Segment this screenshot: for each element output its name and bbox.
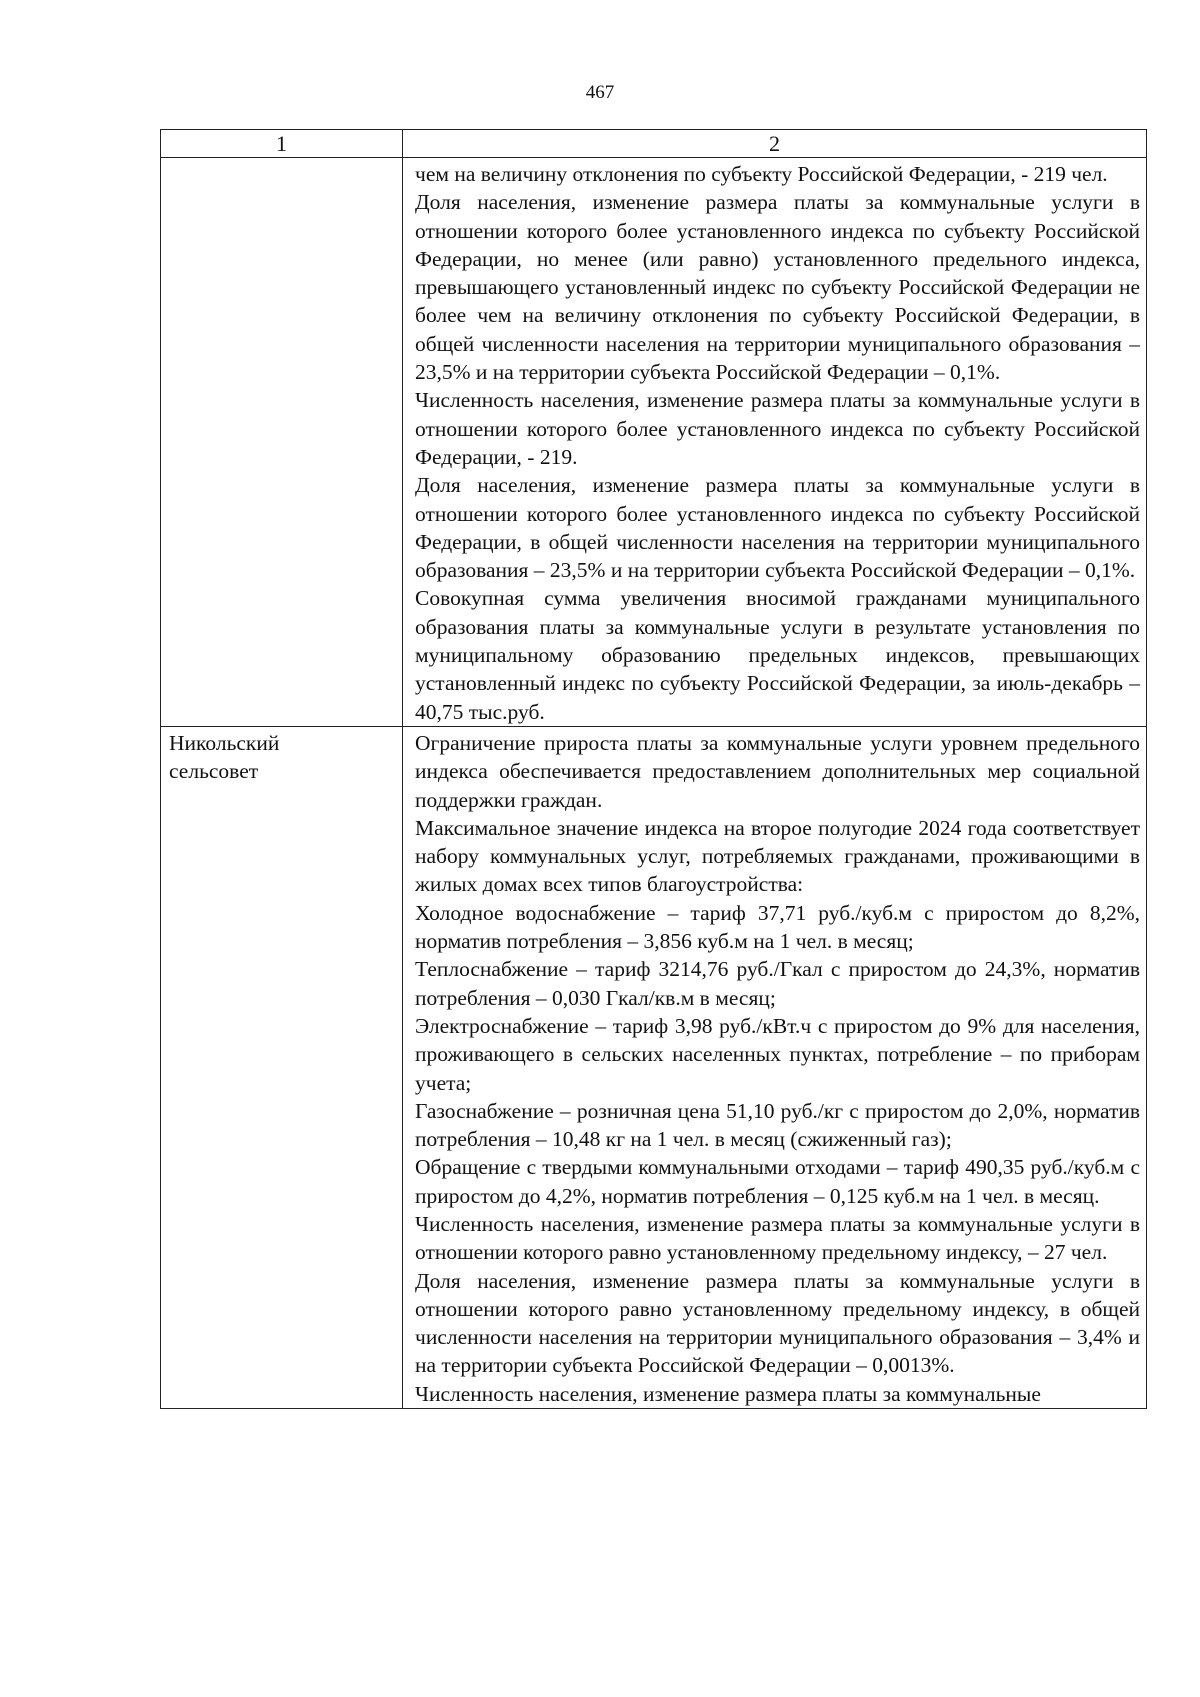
page-number: 467 xyxy=(585,82,615,103)
paragraph: Численность населения, изменение размера платы за коммунальные услуги в отношении которого равно установленному предельному индексу, – 27 чел. xyxy=(415,1211,1140,1265)
table-header-row xyxy=(161,130,1147,158)
table-row xyxy=(161,726,1147,1408)
paragraph: Совокупная сумма увеличения вносимой гражданами муниципального образования платы за коммунальные услуги в результате установления по муниципальному образованию предельных индексов, превышающих установленный индекс по субъекту Российской Федерации, за июль-декабрь – 40,75 тыс.руб. xyxy=(415,586,1140,724)
paragraph: Ограничение прироста платы за коммунальные услуги уровнем предельного индекса обеспечивается предоставлением дополнительных мер социальной поддержки граждан. xyxy=(415,730,1140,812)
row-label-cell xyxy=(161,158,403,727)
column-header-2: 2 xyxy=(403,130,1147,158)
paragraph: Максимальное значение индекса на второе полугодие 2024 года соответствует набору коммунальных услуг, потребляемых гражданами, проживающими в жилых домах всех типов благоустройства: xyxy=(415,815,1140,897)
paragraph: чем на величину отклонения по субъекту Российской Федерации, - 219 чел. xyxy=(415,162,1108,186)
row-content-cell xyxy=(403,158,1147,727)
paragraph-continued: Численность населения, изменение размера платы за коммунальные xyxy=(415,1381,1041,1406)
paragraph: Численность населения, изменение размера платы за коммунальные услуги в отношении которого более установленного индекса по субъекту Российской Федерации, - 219. xyxy=(415,388,1140,469)
paragraph: Холодное водоснабжение – тариф 37,71 руб./куб.м с приростом до 8,2%, норматив потребления – 3,856 куб.м на 1 чел. в месяц; xyxy=(415,900,1140,954)
paragraph: Электроснабжение – тариф 3,98 руб./кВт.ч с приростом до 9% для населения, проживающего в сельских населенных пунктах, потребление – по приборам учета; xyxy=(415,1013,1140,1095)
column-header-1: 1 xyxy=(161,130,403,158)
paragraph: Доля населения, изменение размера платы за коммунальные услуги в отношении которого более установленного индекса по субъекту Российской Федерации, в общей численности населения на территории муниципального образования – 23,5% и на территории субъекта Российской Федерации – 0,1%. xyxy=(415,473,1140,583)
row-content-cell xyxy=(403,726,1147,1408)
row-label-cell xyxy=(161,726,403,1408)
table-row xyxy=(161,158,1147,727)
paragraph: Газоснабжение – розничная цена 51,10 руб./кг с приростом до 2,0%, норматив потребления – 10,48 кг на 1 чел. в месяц (сжиженный газ); xyxy=(415,1098,1140,1152)
paragraph: Теплоснабжение – тариф 3214,76 руб./Гкал с приростом до 24,3%, норматив потребления – 0,030 Гкал/кв.м в месяц; xyxy=(415,957,1140,1010)
paragraph: Обращение с твердыми коммунальными отходами – тариф 490,35 руб./куб.м с приростом до 4,2%, норматив потребления – 0,125 куб.м на 1 чел. в месяц. xyxy=(415,1155,1140,1208)
municipality-type-line: сельсовет xyxy=(169,759,259,784)
paragraph: Доля населения, изменение размера платы за коммунальные услуги в отношении которого более установленного индекса по субъекту Российской Федерации, но менее (или равно) установленного предельного индекса, превышающего установленный индекс по субъекту Российской Федерации не более чем на величину отклонения по субъекту Российской Федерации, в общей численности населения на территории муниципального образования – 23,5% и на территории субъекта Российской Федерации – 0,1%. xyxy=(415,190,1140,385)
municipality-name-line: Никольский xyxy=(169,730,280,755)
paragraph: Доля населения, изменение размера платы за коммунальные услуги в отношении которого равно установленному предельному индексу, в общей численности населения на территории муниципального образования – 3,4% и на территории субъекта Российской Федерации – 0,0013%. xyxy=(415,1268,1140,1378)
document-table xyxy=(160,129,1147,1409)
